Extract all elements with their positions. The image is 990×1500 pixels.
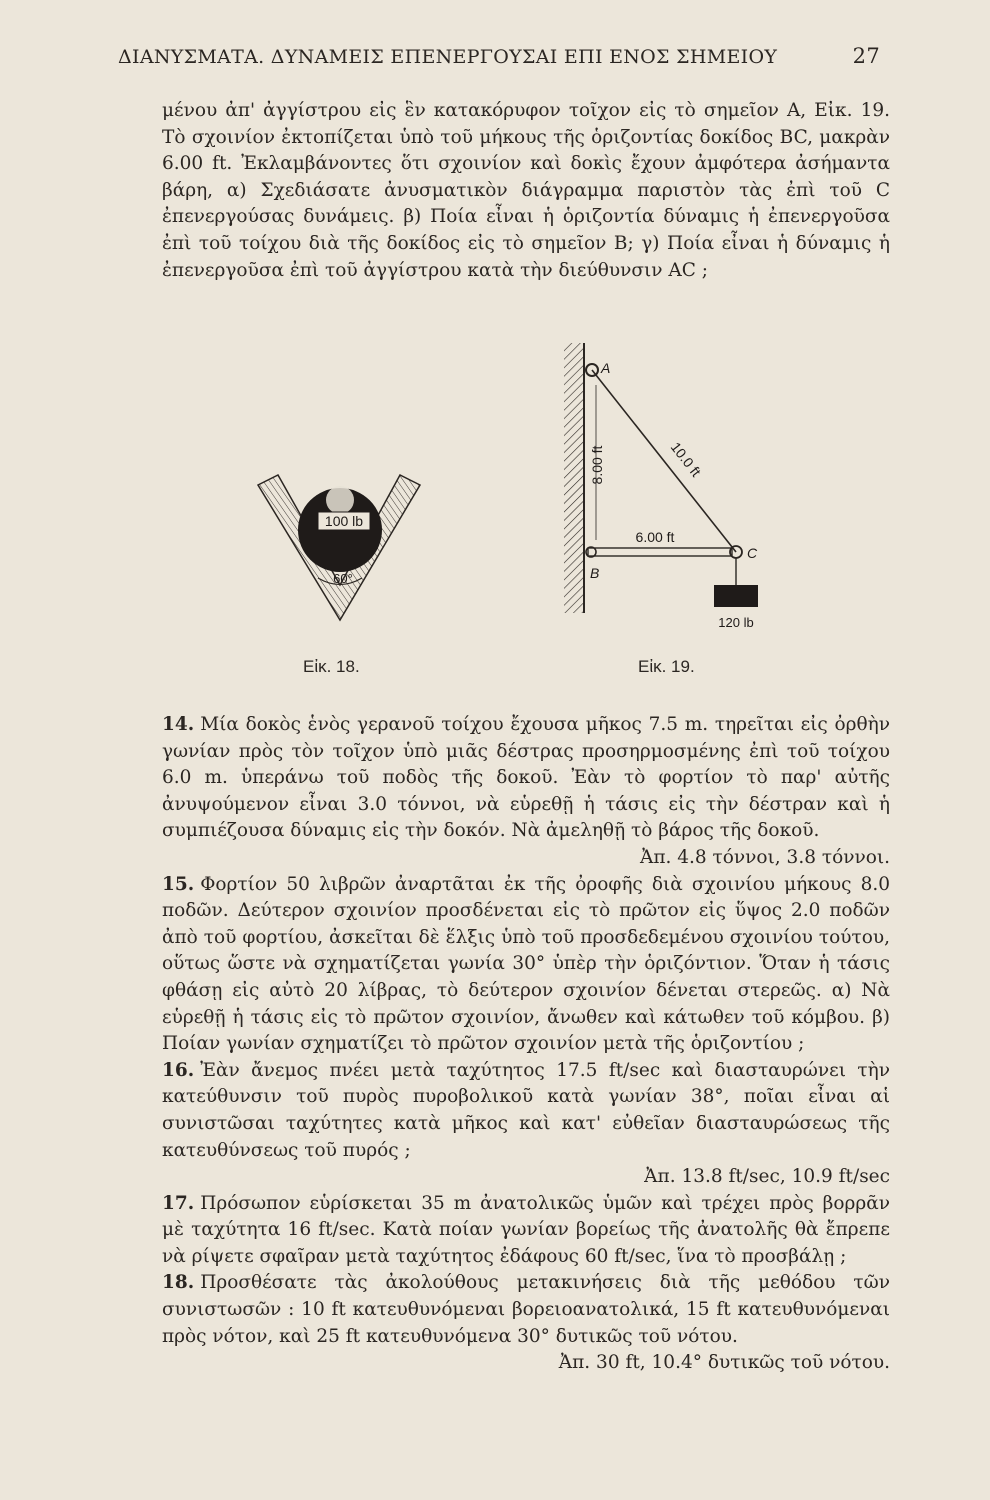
- chapter-title: ΔΙΑΝΥΣΜΑΤΑ. ΔΥΝΑΜΕΙΣ ΕΠΕΝΕΡΓΟΥΣΑΙ ΕΠΙ ΕΝΟΣ ΣΗΜΕΙΟΥ: [118, 46, 778, 68]
- page-number: 27: [852, 44, 880, 68]
- problem-number: 14.: [162, 714, 195, 735]
- problem-14: [162, 712, 890, 872]
- load-block: [714, 585, 758, 607]
- problem-number: 15.: [162, 873, 195, 895]
- ball-highlight: [326, 486, 354, 514]
- problem-17: [162, 1191, 890, 1271]
- problem-text: Μία δοκὸς ἑνὸς γερανοῦ τοίχου ἔχουσα μῆκος 7.5 m. τηρεῖται εἰς ὀρθὴν γωνίαν πρὸς τὸν τοῖχον ὑπὸ μιᾶς δέστρας προσηρμοσμένης ἐπὶ τοῦ τοίχου 6.0 m. ὑπεράνω τοῦ ποδὸς τῆς δοκοῦ. Ἐὰν τὸ φορτίον τὸ παρ' αὐτῆς ἀνυψούμενον εἶναι 3.0 τόννοι, νὰ εὑρεθῇ ἡ τάσις εἰς τὴν δέστραν καὶ ἡ συμπιέζουσα δύναμις εἰς τὴν δοκόν. Νὰ ἀμεληθῇ τὸ βάρος τῆς δοκοῦ.: [162, 714, 890, 842]
- problem-text: Προσθέσατε τὰς ἀκολούθους μετακινήσεις διὰ τῆς μεθόδου τῶν συνιστωσῶν : 10 ft κατευθυνόμεναι βορειοανατολικά, 15 ft κατευθυνόμεναι πρὸς νότον, καὶ 25 ft κατευθυνόμενα 30° δυτικῶς τοῦ νότου.: [162, 1272, 890, 1347]
- problem-number: 17.: [162, 1192, 195, 1214]
- problem-text: Ἐὰν ἄνεμος πνέει μετὰ ταχύτητος 17.5 ft/sec καὶ διασταυρώνει τὴν κατεύθυνσιν τοῦ πυρὸς πυροβολικοῦ κατὰ γωνίαν 38°, ποῖαι εἶναι αἱ συνιστῶσαι ταχύτητες κατὰ μῆκος καὶ κατ' εὐθεῖαν διασταυρώσεως τῆς κατευθύνσεως τοῦ πυρός ;: [162, 1059, 890, 1161]
- ball-weight-label: 100 lb: [324, 513, 364, 529]
- wall: [564, 343, 584, 613]
- problem-answer: Ἀπ. 4.8 τόννοι, 3.8 τόννοι.: [639, 846, 890, 868]
- problem-18: [162, 1270, 890, 1376]
- beam-bc: [588, 548, 732, 556]
- problem-number: 16.: [162, 1059, 195, 1081]
- problem-answer: Ἀπ. 30 ft, 10.4° δυτικῶς τοῦ νότου.: [558, 1352, 890, 1374]
- beam-length-label: 6.00 ft: [635, 529, 675, 545]
- figures: [240, 335, 800, 680]
- load-label: 120 lb: [718, 615, 754, 630]
- problem-15: [162, 872, 890, 1058]
- point-c-label: C: [747, 545, 758, 561]
- rope-ac: [592, 370, 736, 552]
- figure-19: [564, 343, 758, 630]
- rope-length-label: 10.0 ft: [667, 438, 705, 480]
- point-b-label: B: [590, 565, 600, 581]
- wall-height-label: 8.00 ft: [589, 445, 605, 485]
- problem-number: 18.: [162, 1272, 195, 1294]
- figures-svg: [240, 335, 800, 680]
- problems-list: [162, 712, 890, 1377]
- point-a-label: A: [601, 360, 611, 376]
- figure-18: [258, 475, 420, 620]
- figure-19-caption: Εἰκ. 19.: [638, 657, 695, 676]
- figure-18-caption: Εἰκ. 18.: [303, 657, 360, 676]
- problem-answer: Ἀπ. 13.8 ft/sec, 10.9 ft/sec: [644, 1166, 890, 1188]
- angle-label: 60°: [333, 571, 353, 586]
- problem-text: Φορτίον 50 λιβρῶν ἀναρτᾶται ἐκ τῆς ὀροφῆς διὰ σχοινίου μήκους 8.0 ποδῶν. Δεύτερον σχοινίον προσδένεται εἰς τὸ πρῶτον εἰς ὕψος 2.0 ποδῶν ἀπὸ τοῦ φορτίου, ἀσκεῖται δὲ ἕλξις ὑπὸ τοῦ προσδεδεμένου σχοινίου τούτου, οὕτως ὥστε νὰ σχηματίζεται γωνία 30° ὑπὲρ τὴν ὁριζόντιον. Ὅταν ἡ τάσις φθάσῃ εἰς αὐτὸ 20 λίβρας, τὸ δεύτερον σχοινίον δένεται στερεῶς. α) Νὰ εὑρεθῇ ἡ τάσις εἰς τὸ πρῶτον σχοινίον, ἄνωθεν καὶ κάτωθεν τοῦ κόμβου. β) Ποίαν γωνίαν σχηματίζει τὸ πρῶτον σχοινίον μετὰ τῆς ὁριζοντίου ;: [162, 873, 890, 1055]
- intro-paragraph: μένου ἀπ' ἀγγίστρου εἰς ἓν κατακόρυφον τοῖχον εἰς τὸ σημεῖον A, Εἰκ. 19. Τὸ σχοινίον ἐκτοπίζεται ὑπὸ τοῦ μήκους τῆς ὁριζοντίας δοκίδος BC, μακρὰν 6.00 ft. Ἐκλαμβάνοντες ὅτι σχοινίον καὶ δοκὶς ἔχουν ἀμφότερα ἀσήμαντα βάρη, α) Σχεδιάσατε ἀνυσματικὸν διάγραμμα παριστὸν τὰς ἐπὶ τοῦ C ἐπενεργούσας δυνάμεις. β) Ποία εἶναι ἡ ὁριζοντία δύναμις ἡ ἐπενεργοῦσα ἐπὶ τοῦ τοίχου διὰ τῆς δοκίδος εἰς τὸ σημεῖον B; γ) Ποία εἶναι ἡ δύναμις ἡ ἐπενεργοῦσα ἐπὶ τοῦ ἀγγίστρου κατὰ τὴν διεύθυνσιν AC ;: [162, 100, 890, 281]
- running-header: [118, 46, 880, 76]
- problem-text: Πρόσωπον εὑρίσκεται 35 m ἀνατολικῶς ὑμῶν καὶ τρέχει πρὸς βορρᾶν μὲ ταχύτητα 16 ft/sec. Κατὰ ποίαν γωνίαν βορείως τῆς ἀνατολῆς θὰ ἔπρεπε νὰ ρίψετε σφαῖραν μετὰ ταχύτητος ἐδάφους 60 ft/sec, ἵνα τὸ προσβάλῃ ;: [162, 1192, 890, 1267]
- problem-16: [162, 1058, 890, 1191]
